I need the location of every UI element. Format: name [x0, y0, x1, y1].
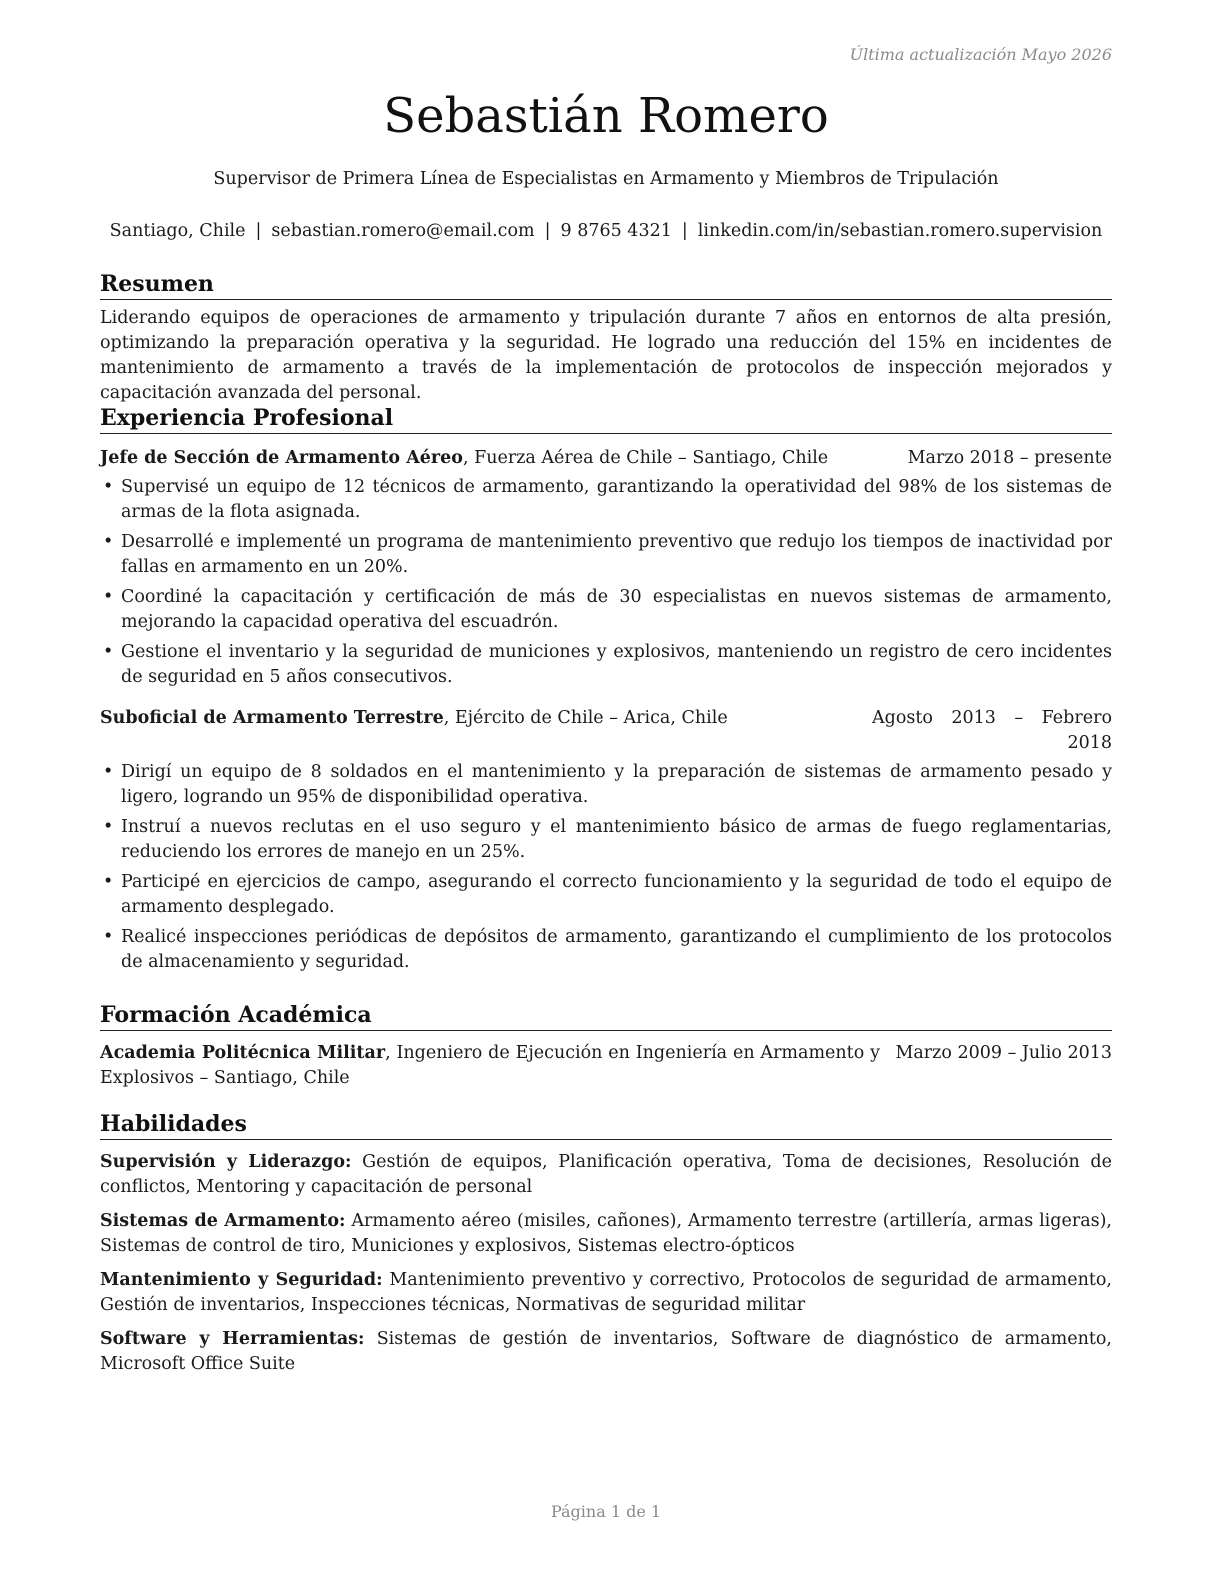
- contact-location: Santiago, Chile: [109, 221, 246, 241]
- education-dates: Marzo 2009 – Julio 2013: [895, 1043, 1112, 1063]
- education-heading: Formación Académica: [100, 1001, 1112, 1031]
- contact-phone: 9 8765 4321: [560, 221, 672, 241]
- job-dates: Agosto 2013 – Febrero 2018: [872, 708, 1112, 753]
- job-header: [100, 446, 1112, 471]
- education-entry: [100, 1041, 1112, 1091]
- job-title-line: [100, 706, 728, 756]
- skills-section: [100, 1110, 1112, 1386]
- resume-page: [100, 0, 1112, 1584]
- job-header: [100, 706, 1112, 756]
- skill-label: Sistemas de Armamento:: [100, 1211, 346, 1231]
- summary-text: Liderando equipos de operaciones de armamento y tripulación durante 7 años en entornos de alta presión, optimizando la preparación operativa y la seguridad. He logrado una reducción del 15% en incidentes de mantenimiento de armamento a través de la implementación de protocolos de inspección mejorados y capacitación avanzada del personal.: [100, 308, 1112, 403]
- skills-list: [100, 1150, 1112, 1377]
- education-description: [100, 1041, 880, 1091]
- summary-section: [100, 270, 1112, 406]
- skill-group: [100, 1209, 1112, 1259]
- skill-label: Software y Herramientas:: [100, 1329, 365, 1349]
- skill-group: [100, 1327, 1112, 1377]
- job-bullets: [100, 475, 1112, 690]
- list-item: • Participé en ejercicios de campo, asegurando el correcto funcionamiento y la seguridad de todo el equipo de armamento desplegado.: [100, 870, 1112, 920]
- list-item: • Instruí a nuevos reclutas en el uso seguro y el mantenimiento básico de armas de fuego reglamentarias, reduciendo los errores de manejo en un 25%.: [100, 815, 1112, 865]
- candidate-title: Supervisor de Primera Línea de Especialistas en Armamento y Miembros de Tripulación: [213, 169, 999, 189]
- experience-section: [100, 404, 1112, 980]
- job-entry: [100, 706, 1112, 975]
- page-number: Página 1 de 1: [550, 1502, 662, 1521]
- job-title-line: [100, 446, 828, 471]
- education-institution: Academia Politécnica Militar: [100, 1043, 386, 1063]
- education-section: [100, 1001, 1112, 1091]
- contact-separator: |: [681, 221, 688, 241]
- skill-label: Mantenimiento y Seguridad:: [100, 1270, 383, 1290]
- job-bullets: [100, 760, 1112, 975]
- contact-linkedin[interactable]: linkedin.com/in/sebastian.romero.supervision: [697, 221, 1103, 241]
- skills-heading: Habilidades: [100, 1110, 1112, 1140]
- list-item: • Desarrollé e implementé un programa de mantenimiento preventivo que redujo los tiempos de inactividad por fallas en armamento en un 20%.: [100, 530, 1112, 580]
- contact-email[interactable]: sebastian.romero@email.com: [271, 221, 535, 241]
- skill-text: Mantenimiento preventivo y correctivo, Protocolos de seguridad de armamento, Gestión de inventarios, Inspecciones técnicas, Normativas de seguridad militar: [100, 1270, 1112, 1315]
- list-item: • Coordiné la capacitación y certificación de más de 30 especialistas en nuevos sistemas de armamento, mejorando la capacidad operativa del escuadrón.: [100, 585, 1112, 635]
- contact-separator: |: [544, 221, 551, 241]
- education-details: , Ingeniero de Ejecución en Ingeniería en Armamento y Explosivos – Santiago, Chile: [100, 1043, 880, 1088]
- summary-heading: Resumen: [100, 270, 1112, 300]
- job-role: Jefe de Sección de Armamento Aéreo: [100, 448, 463, 468]
- list-item: • Dirigí un equipo de 8 soldados en el mantenimiento y la preparación de sistemas de armamento pesado y ligero, logrando un 95% de disponibilidad operativa.: [100, 760, 1112, 810]
- experience-heading: Experiencia Profesional: [100, 404, 1112, 434]
- skill-text: Armamento aéreo (misiles, cañones), Armamento terrestre (artillería, armas ligeras), Sistemas de control de tiro, Municiones y explosivos, Sistemas electro-ópticos: [100, 1211, 1112, 1256]
- contact-separator: |: [255, 221, 262, 241]
- job-org: , Fuerza Aérea de Chile – Santiago, Chile: [462, 448, 829, 468]
- skill-text: Sistemas de gestión de inventarios, Software de diagnóstico de armamento, Microsoft Office Suite: [100, 1329, 1112, 1374]
- skill-text: Gestión de equipos, Planificación operativa, Toma de decisiones, Resolución de conflictos, Mentoring y capacitación de personal: [100, 1152, 1112, 1197]
- contact-line: [100, 219, 1112, 243]
- job-entry: [100, 446, 1112, 690]
- list-item: • Supervisé un equipo de 12 técnicos de armamento, garantizando la operatividad del 98% de los sistemas de armas de la flota asignada.: [100, 475, 1112, 525]
- job-dates: Marzo 2018 – presente: [907, 448, 1112, 468]
- job-role: Suboficial de Armamento Terrestre: [100, 708, 444, 728]
- skill-group: [100, 1150, 1112, 1200]
- job-org: , Ejército de Chile – Arica, Chile: [443, 708, 728, 728]
- candidate-name: Sebastián Romero: [383, 88, 829, 144]
- list-item: • Realicé inspecciones periódicas de depósitos de armamento, garantizando el cumplimiento de los protocolos de almacenamiento y seguridad.: [100, 925, 1112, 975]
- skill-group: [100, 1268, 1112, 1318]
- last-updated: Última actualización Mayo 2026: [849, 45, 1112, 64]
- skill-label: Supervisión y Liderazgo:: [100, 1152, 352, 1172]
- list-item: • Gestione el inventario y la seguridad de municiones y explosivos, manteniendo un registro de cero incidentes de seguridad en 5 años consecutivos.: [100, 640, 1112, 690]
